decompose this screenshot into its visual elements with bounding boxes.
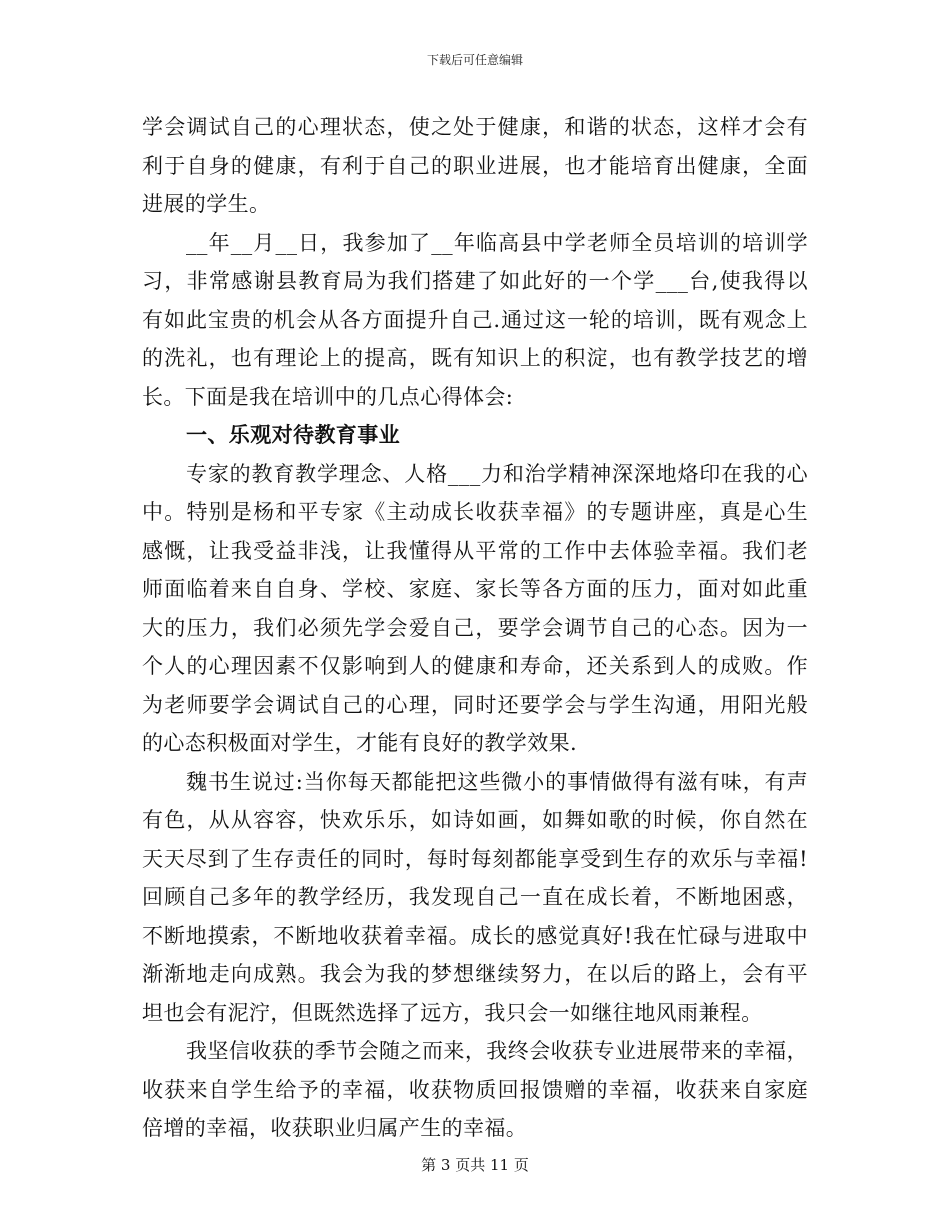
text-line: 习，非常感谢县教育局为我们搭建了如此好的一个学___台,使我得以 <box>142 269 808 293</box>
text-line: 渐渐地走向成熟。我会为我的梦想继续努力，在以后的路上，会有平 <box>142 962 808 986</box>
text-line: 有色，从从容容，快欢乐乐，如诗如画，如舞如歌的时候，你自然在 <box>142 808 808 832</box>
paragraph-expert-ideas <box>142 455 808 763</box>
document-body <box>142 108 808 1148</box>
text-line: 中。特别是杨和平专家《主动成长收获幸福》的专题讲座，真是心生 <box>142 500 808 524</box>
text-line: 大的压力，我们必须先学会爱自己，要学会调节自己的心态。因为一 <box>142 615 808 640</box>
text-line: 进展的学生。 <box>142 192 271 216</box>
text-line: 感慨，让我受益非浅，让我懂得从平常的工作中去体验幸福。我们老 <box>142 538 808 563</box>
text-line: 专家的教育教学理念、人格___力和治学精神深深地烙印在我的心 <box>186 461 808 486</box>
text-line: 天天尽到了生存责任的同时，每时每刻都能享受到生存的欢乐与幸福! <box>142 846 808 871</box>
text-line: 利于自身的健康，有利于自己的职业进展，也才能培育出健康，全面 <box>142 153 808 178</box>
text-line: 回顾自己多年的教学经历，我发现自己一直在成长着，不断地困惑， <box>142 885 808 909</box>
paragraph-conclusion <box>142 1032 808 1148</box>
text-line: __年__月__日，我参加了__年临高县中学老师全员培训的培训学 <box>186 230 808 255</box>
paragraph-wei-shusheng <box>142 763 808 1033</box>
text-line: 不断地摸索，不断地收获着幸福。成长的感觉真好!我在忙碌与进取中 <box>142 923 808 948</box>
paragraph-training-intro <box>142 224 808 417</box>
heading-line: 一、乐观对待教育事业 <box>186 422 400 447</box>
text-line: 我坚信收获的季节会随之而来，我终会收获专业进展带来的幸福， <box>186 1039 808 1063</box>
text-line: 师面临着来自自身、学校、家庭、家长等各方面的压力，面对如此重 <box>142 577 808 601</box>
text-line: 有如此宝贵的机会从各方面提升自己.通过这一轮的培训，既有观念上 <box>142 307 808 332</box>
paragraph-continuation <box>142 108 808 224</box>
text-line: 为老师要学会调试自己的心理，同时还要学会与学生沟通，用阳光般 <box>142 692 808 717</box>
text-line: 个人的心理因素不仅影响到人的健康和寿命，还关系到人的成败。作 <box>142 654 808 678</box>
text-line: 学会调试自己的心理状态，使之处于健康，和谐的状态，这样才会有 <box>142 115 808 139</box>
text-line: 坦也会有泥泞，但既然选择了远方，我只会一如继往地风雨兼程。 <box>142 1000 763 1025</box>
text-line: 魏书生说过:当你每天都能把这些微小的事情做得有滋有味，有声 <box>186 769 808 794</box>
page-header: 下载后可任意编辑 <box>426 53 523 67</box>
text-line: 收获来自学生给予的幸福，收获物质回报馈赠的幸福，收获来自家庭 <box>142 1077 808 1102</box>
page-number-footer: 第 3 页共 11 页 <box>421 1156 529 1174</box>
text-line: 的洗礼，也有理论上的提高，既有知识上的积淀，也有教学技艺的增 <box>142 346 808 370</box>
text-line: 长。下面是我在培训中的几点心得体会: <box>142 384 514 409</box>
section-heading <box>142 416 808 455</box>
text-line: 倍增的幸福，收获职业归属产生的幸福。 <box>142 1116 528 1140</box>
text-line: 的心态积极面对学生，才能有良好的教学效果. <box>142 731 578 755</box>
